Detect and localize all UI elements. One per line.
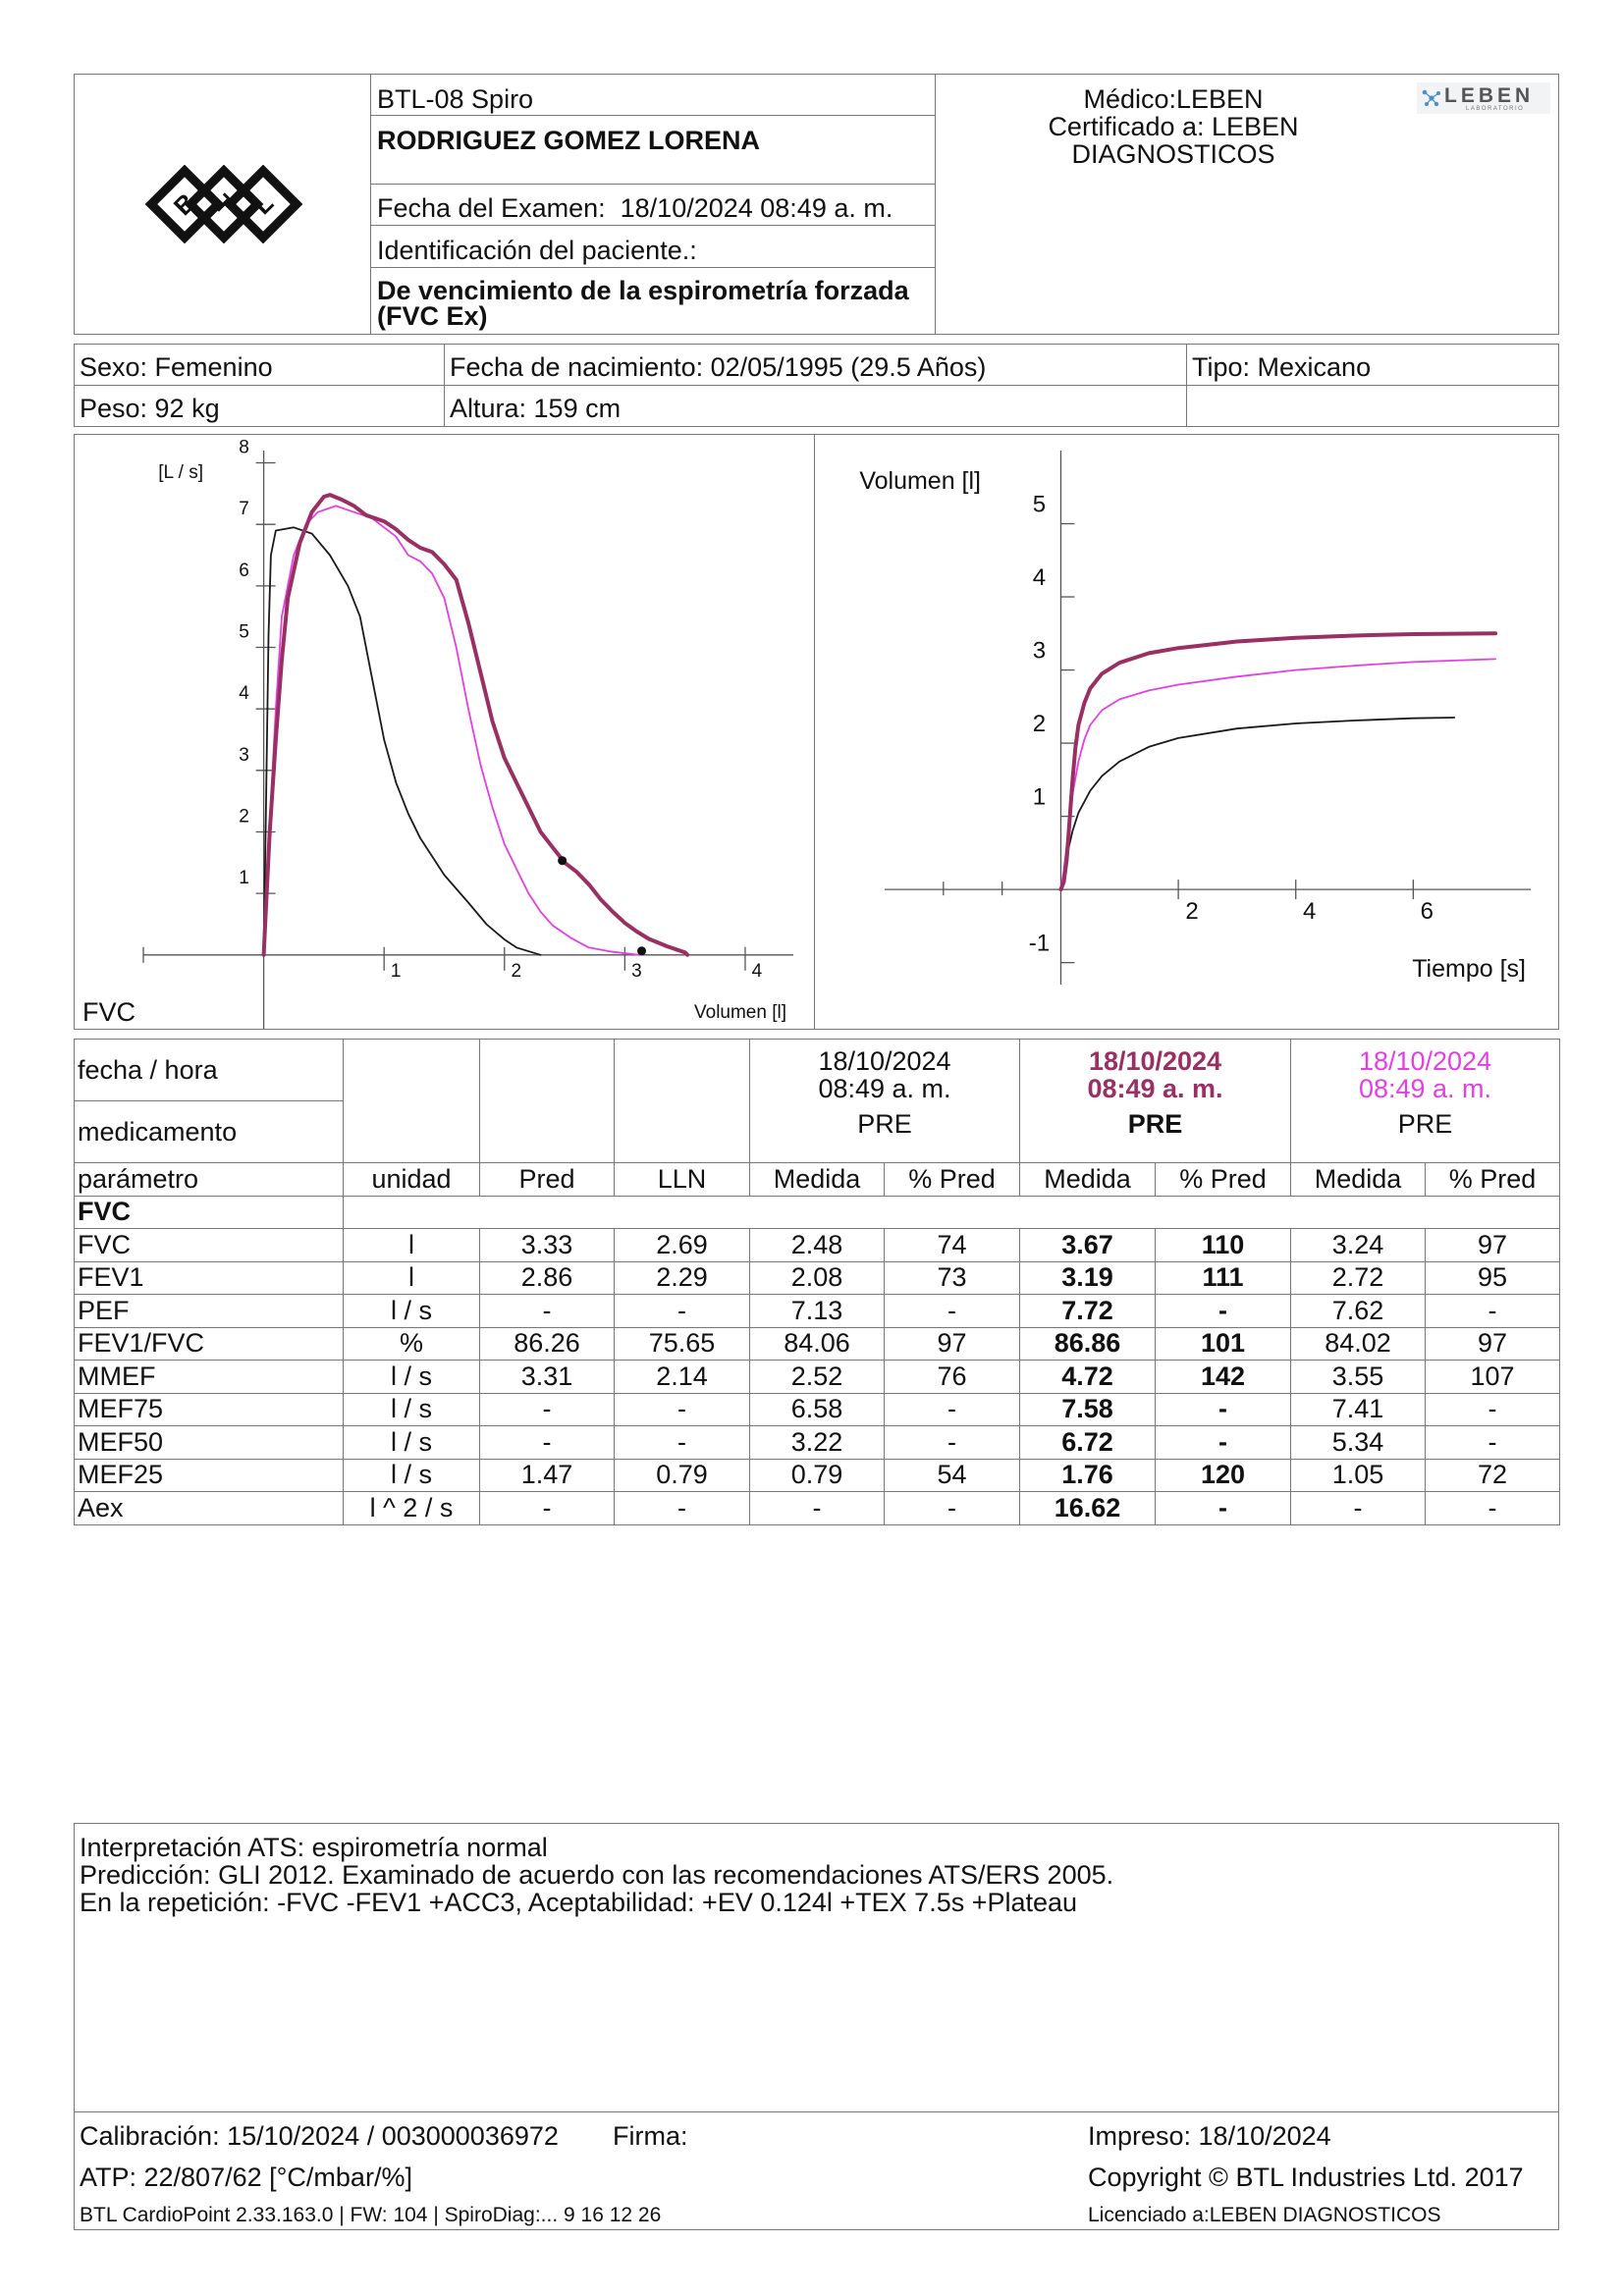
trial-1-med: PRE (857, 1109, 912, 1139)
col-t3-pct: % Pred (1426, 1163, 1560, 1197)
cell-t1-medida: 84.06 (750, 1327, 885, 1361)
exam-date-value: 18/10/2024 08:49 a. m. (620, 193, 893, 223)
cell-t3-pct: 95 (1426, 1261, 1560, 1295)
cell-t3-pct: - (1426, 1393, 1560, 1426)
cell-t1-medida: - (750, 1492, 885, 1525)
leben-logo-text: LEBEN (1444, 84, 1535, 107)
cell-param: FVC (75, 1229, 344, 1262)
x-tick-label: 6 (1420, 898, 1434, 926)
leben-network-icon (1421, 87, 1442, 109)
y-tick-label: 6 (239, 560, 249, 581)
flow-volume-chart (75, 435, 813, 1029)
section-row (75, 1196, 1560, 1229)
cell-lln: - (615, 1295, 750, 1328)
x-tick-label: 2 (1185, 898, 1199, 926)
cell-t3-medida: - (1291, 1492, 1426, 1525)
trial-2-header (1020, 1040, 1291, 1163)
cell-t1-pct: - (885, 1295, 1020, 1328)
calibration: Calibración: 15/10/2024 / 003000036972 (80, 2121, 559, 2151)
x-axis-label: Volumen [l] (694, 1002, 786, 1023)
cell-t2-pct: 110 (1156, 1229, 1291, 1262)
cell-unit: l ^ 2 / s (344, 1492, 480, 1525)
printed-date: Impreso: 18/10/2024 (1088, 2121, 1331, 2151)
y-tick-label: 2 (1032, 711, 1047, 738)
cell-pred: 3.33 (480, 1229, 615, 1262)
height: Altura: 159 cm (450, 394, 622, 423)
btl-letter-b: B (167, 187, 202, 222)
cell-pred: - (480, 1393, 615, 1426)
cell-t3-medida: 7.41 (1291, 1393, 1426, 1426)
cell-t3-pct: 72 (1426, 1459, 1560, 1492)
cell-lln: 2.29 (615, 1261, 750, 1295)
col-t1-pct: % Pred (885, 1163, 1020, 1197)
cell-t3-pct: 107 (1426, 1361, 1560, 1394)
cell-t2-medida: 6.72 (1020, 1426, 1156, 1460)
weight: Peso: 92 kg (80, 394, 220, 423)
exam-date-label: Fecha del Examen: (377, 193, 606, 223)
cell-t2-medida: 7.58 (1020, 1393, 1156, 1426)
predicted-marker-2 (637, 946, 646, 955)
table-row (75, 1426, 1560, 1460)
doctor-label: Médico:LEBEN (1083, 84, 1264, 114)
trial-3-date: 18/10/2024 (1358, 1046, 1492, 1076)
cell-pred: 3.31 (480, 1361, 615, 1394)
cell-param: MEF75 (75, 1393, 344, 1426)
cell-t2-medida: 1.76 (1020, 1459, 1156, 1492)
predicted-marker-1 (558, 856, 567, 865)
y-tick-label: 4 (239, 683, 249, 705)
certified-line-2: DIAGNOSTICOS (1071, 139, 1275, 169)
table-row (75, 1492, 1560, 1525)
x-tick-label: 1 (390, 960, 402, 982)
cell-unit: % (344, 1327, 480, 1361)
y-tick-label: 8 (239, 437, 249, 458)
cell-t1-medida: 2.52 (750, 1361, 885, 1394)
software-version: BTL CardioPoint 2.33.163.0 | FW: 104 | SpiroDiag:... 9 16 12 26 (80, 2204, 662, 2226)
col-pred: Pred (480, 1163, 615, 1197)
x-tick-label: 4 (1303, 898, 1317, 926)
cell-t3-medida: 5.34 (1291, 1426, 1426, 1460)
cell-t1-pct: - (885, 1393, 1020, 1426)
date-header-row (75, 1040, 1560, 1101)
cell-t2-pct: 120 (1156, 1459, 1291, 1492)
cell-pred: 1.47 (480, 1459, 615, 1492)
cell-param: Aex (75, 1492, 344, 1525)
cell-param: MEF25 (75, 1459, 344, 1492)
cell-t1-pct: 76 (885, 1361, 1020, 1394)
cell-t2-pct: 111 (1156, 1261, 1291, 1295)
cell-lln: 2.14 (615, 1361, 750, 1394)
cell-pred: 86.26 (480, 1327, 615, 1361)
column-header-row (75, 1163, 1560, 1197)
cell-lln: 0.79 (615, 1459, 750, 1492)
cell-unit: l / s (344, 1361, 480, 1394)
trial-3-med: PRE (1397, 1109, 1453, 1139)
trial-2-date: 18/10/2024 (1088, 1046, 1222, 1076)
cell-unit: l / s (344, 1295, 480, 1328)
cell-t1-pct: - (885, 1426, 1020, 1460)
cell-lln: 2.69 (615, 1229, 750, 1262)
section-fvc: FVC (75, 1196, 344, 1229)
leben-logo-sub: LABORATORIO (1466, 106, 1525, 112)
col-t2-medida: Medida (1020, 1163, 1156, 1197)
copyright: Copyright © BTL Industries Ltd. 2017 (1088, 2163, 1524, 2192)
cell-t1-medida: 2.08 (750, 1261, 885, 1295)
btl-letter-t: T (207, 187, 241, 221)
flow-series-3 (264, 495, 687, 955)
x-axis-label: Tiempo [s] (1412, 955, 1526, 983)
cell-lln: - (615, 1426, 750, 1460)
cell-t2-medida: 3.19 (1020, 1261, 1156, 1295)
trial-3-time: 08:49 a. m. (1358, 1074, 1492, 1103)
cell-t1-medida: 3.22 (750, 1426, 885, 1460)
y-axis-label: Volumen [l] (859, 467, 981, 495)
y-axis-label: [L / s] (158, 462, 203, 483)
table-row (75, 1459, 1560, 1492)
trial-3-header (1291, 1040, 1560, 1163)
y-tick-label: 7 (239, 499, 249, 520)
col-lln: LLN (615, 1163, 750, 1197)
interpretation-line-2: Predicción: GLI 2012. Examinado de acuerdo con las recomendaciones ATS/ERS 2005. (80, 1860, 1114, 1890)
cell-t2-medida: 7.72 (1020, 1295, 1156, 1328)
btl-letter-l: L (246, 187, 280, 221)
cell-t2-pct: - (1156, 1295, 1291, 1328)
time-series-1 (1061, 718, 1455, 889)
col-unidad: unidad (344, 1163, 480, 1197)
trial-2-time: 08:49 a. m. (1087, 1074, 1223, 1103)
cell-pred: - (480, 1295, 615, 1328)
cell-t2-medida: 4.72 (1020, 1361, 1156, 1394)
table-row (75, 1327, 1560, 1361)
cell-t3-medida: 7.62 (1291, 1295, 1426, 1328)
cell-t2-pct: 142 (1156, 1361, 1291, 1394)
interpretation-line-1: Interpretación ATS: espirometría normal (80, 1833, 548, 1862)
cell-t2-pct: - (1156, 1426, 1291, 1460)
cell-param: FEV1/FVC (75, 1327, 344, 1361)
table-row (75, 1295, 1560, 1328)
cell-t3-pct: - (1426, 1426, 1560, 1460)
patient-type: Tipo: Mexicano (1192, 352, 1372, 382)
col-t2-pct: % Pred (1156, 1163, 1291, 1197)
cell-t1-medida: 6.58 (750, 1393, 885, 1426)
cell-t1-pct: 54 (885, 1459, 1020, 1492)
med-label: medicamento (75, 1101, 344, 1163)
y-tick-label: 2 (239, 806, 249, 828)
cell-unit: l / s (344, 1393, 480, 1426)
patient-id-label: Identificación del paciente.: (377, 236, 697, 265)
trial-2-med: PRE (1127, 1109, 1183, 1139)
table-row (75, 1229, 1560, 1262)
cell-t3-pct: 97 (1426, 1327, 1560, 1361)
cell-param: MMEF (75, 1361, 344, 1394)
patient-name: RODRIGUEZ GOMEZ LORENA (377, 126, 760, 155)
device-name: BTL-08 Spiro (377, 84, 534, 114)
y-tick-label: 4 (1032, 564, 1047, 592)
cell-unit: l / s (344, 1426, 480, 1460)
volume-time-chart (816, 435, 1558, 1029)
cell-t2-medida: 16.62 (1020, 1492, 1156, 1525)
cell-t3-pct: 97 (1426, 1229, 1560, 1262)
y-tick-label: 3 (239, 744, 249, 766)
table-row (75, 1261, 1560, 1295)
y-tick-label: 3 (1032, 637, 1047, 665)
y-tick-label: 1 (239, 868, 249, 889)
col-parametro: parámetro (75, 1163, 344, 1197)
cell-t3-medida: 2.72 (1291, 1261, 1426, 1295)
cell-lln: - (615, 1492, 750, 1525)
cell-param: PEF (75, 1295, 344, 1328)
col-t3-medida: Medida (1291, 1163, 1426, 1197)
cell-t2-medida: 3.67 (1020, 1229, 1156, 1262)
cell-unit: l (344, 1229, 480, 1262)
birth-date: Fecha de nacimiento: 02/05/1995 (29.5 Años) (450, 352, 987, 382)
btl-logo (145, 165, 302, 243)
y-tick-label: 5 (1032, 491, 1047, 518)
trial-1-header (750, 1040, 1020, 1163)
cell-pred: 2.86 (480, 1261, 615, 1295)
cell-t2-pct: 101 (1156, 1327, 1291, 1361)
time-series-2 (1061, 659, 1496, 889)
col-t1-medida: Medida (750, 1163, 885, 1197)
cell-pred: - (480, 1426, 615, 1460)
cell-unit: l / s (344, 1459, 480, 1492)
cell-t3-pct: - (1426, 1492, 1560, 1525)
licensed-to: Licenciado a:LEBEN DIAGNOSTICOS (1088, 2204, 1441, 2226)
interpretation-line-3: En la repetición: -FVC -FEV1 +ACC3, Aceptabilidad: +EV 0.124l +TEX 7.5s +Plateau (80, 1888, 1078, 1917)
cell-t1-pct: 73 (885, 1261, 1020, 1295)
trial-1-date: 18/10/2024 (818, 1046, 951, 1076)
table-row (75, 1393, 1560, 1426)
y-tick-label: -1 (1028, 930, 1051, 957)
cell-t2-medida: 86.86 (1020, 1327, 1156, 1361)
cell-unit: l (344, 1261, 480, 1295)
cell-t2-pct: - (1156, 1393, 1291, 1426)
atp: ATP: 22/807/62 [°C/mbar/%] (80, 2163, 412, 2192)
certified-line-1: Certificado a: LEBEN (1048, 112, 1299, 141)
signature-label: Firma: (613, 2121, 688, 2151)
cell-param: MEF50 (75, 1426, 344, 1460)
trial-1-time: 08:49 a. m. (818, 1074, 951, 1103)
cell-t1-medida: 0.79 (750, 1459, 885, 1492)
y-tick-label: 1 (1032, 783, 1047, 811)
y-tick-label: 5 (239, 621, 249, 643)
cell-pred: - (480, 1492, 615, 1525)
exam-date (377, 195, 893, 222)
cell-t3-medida: 1.05 (1291, 1459, 1426, 1492)
test-type: De vencimiento de la espirometría forzada (FVC Ex) (377, 276, 909, 331)
table-row (75, 1361, 1560, 1394)
cell-t1-pct: 74 (885, 1229, 1020, 1262)
x-tick-label: 3 (631, 960, 642, 982)
cell-param: FEV1 (75, 1261, 344, 1295)
cell-t1-pct: 97 (885, 1327, 1020, 1361)
cell-t1-medida: 2.48 (750, 1229, 885, 1262)
cell-t3-medida: 3.24 (1291, 1229, 1426, 1262)
sex: Sexo: Femenino (80, 352, 273, 382)
flow-chart-title: FVC (82, 997, 135, 1027)
cell-t1-pct: - (885, 1492, 1020, 1525)
cell-lln: - (615, 1393, 750, 1426)
cell-t1-medida: 7.13 (750, 1295, 885, 1328)
cell-t3-medida: 84.02 (1291, 1327, 1426, 1361)
cell-lln: 75.65 (615, 1327, 750, 1361)
cell-t2-pct: - (1156, 1492, 1291, 1525)
cell-t3-medida: 3.55 (1291, 1361, 1426, 1394)
results-table (74, 1039, 1560, 1525)
x-tick-label: 2 (511, 960, 522, 982)
leben-logo (1417, 82, 1550, 114)
cell-t3-pct: - (1426, 1295, 1560, 1328)
date-label: fecha / hora (75, 1040, 344, 1101)
x-tick-label: 4 (751, 960, 763, 982)
